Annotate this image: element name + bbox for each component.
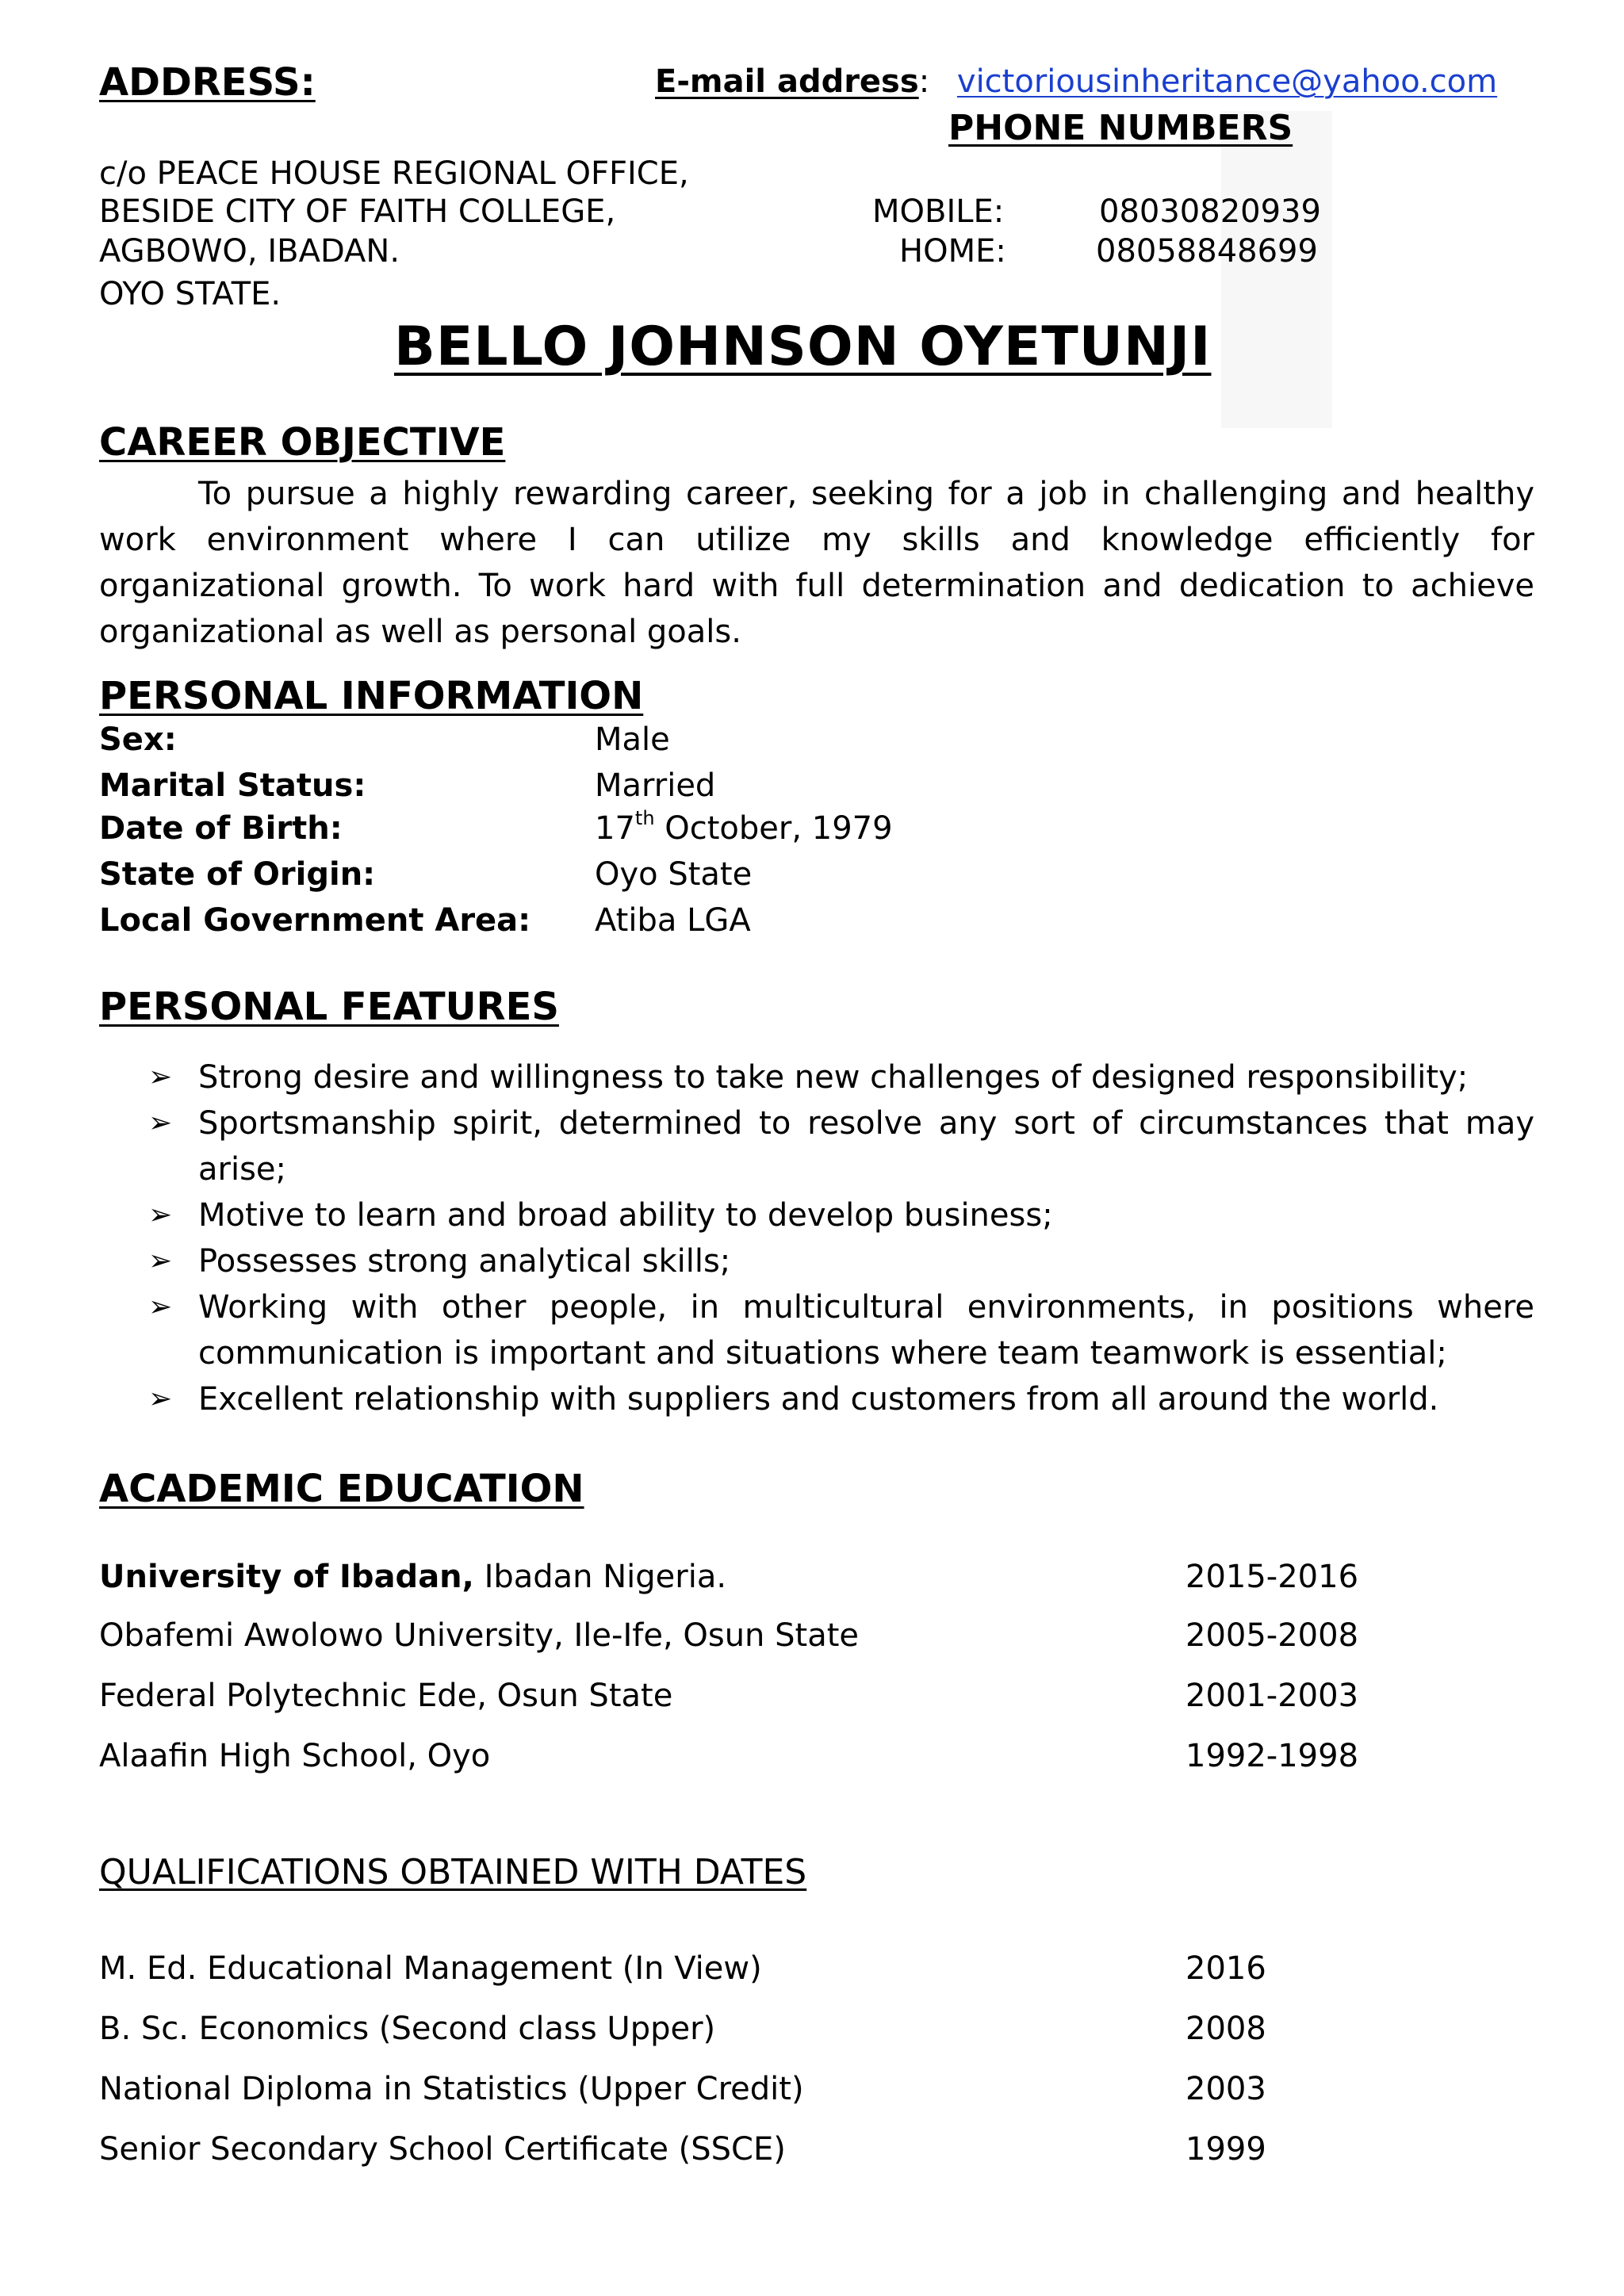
info-value: Oyo State xyxy=(595,856,753,893)
school-place: , Osun State xyxy=(477,1678,673,1714)
education-years: 2015-2016 xyxy=(1185,1559,1359,1595)
qualification-note: (Upper Credit) xyxy=(567,2071,804,2107)
school-place: Ibadan Nigeria. xyxy=(473,1559,727,1595)
address-line-3: AGBOWO, IBADAN. xyxy=(99,233,400,270)
qualification-year: 1999 xyxy=(1185,2131,1266,2168)
address-heading: ADDRESS: xyxy=(99,60,316,105)
qualifications-heading: QUALIFICATIONS OBTAINED WITH DATES xyxy=(99,1852,807,1892)
qualification-title: B. Sc. Economics xyxy=(99,2011,370,2047)
email-link[interactable]: victoriousinheritance@yahoo.com xyxy=(956,63,1498,100)
qualification-note: (In View) xyxy=(612,1950,762,1987)
address-line-2: BESIDE CITY OF FAITH COLLEGE, xyxy=(99,193,616,230)
mobile-number: 08030820939 xyxy=(1099,193,1321,230)
education-years: 2005-2008 xyxy=(1185,1617,1359,1654)
arrow-bullet-icon: ➢ xyxy=(148,1199,173,1231)
list-item: ➢ Excellent relationship with suppliers and customers from all around the world. xyxy=(99,1376,1534,1422)
home-label: HOME: xyxy=(899,233,1006,270)
home-number: 08058848699 xyxy=(1096,233,1318,270)
info-value-ordinal: th xyxy=(634,807,655,829)
school-place: , Ile-Ife, Osun State xyxy=(553,1617,859,1654)
education-years: 1992-1998 xyxy=(1185,1738,1359,1774)
info-label: Sex: xyxy=(99,721,177,758)
info-row-state-of-origin xyxy=(99,856,752,893)
qualification-note: (Second class Upper) xyxy=(369,2011,716,2047)
qualification-year: 2003 xyxy=(1185,2071,1266,2107)
info-row-marital-status xyxy=(99,767,715,804)
email-line xyxy=(655,63,1497,100)
school-name: Obafemi Awolowo University xyxy=(99,1617,554,1654)
list-item: ➢ Possesses strong analytical skills; xyxy=(99,1238,1534,1284)
education-years: 2001-2003 xyxy=(1185,1678,1359,1714)
info-label: State of Origin: xyxy=(99,856,376,893)
info-value: Male xyxy=(595,721,670,758)
arrow-bullet-icon: ➢ xyxy=(148,1107,173,1139)
qualification-year: 2016 xyxy=(1185,1950,1266,1987)
qualification-note: (SSCE) xyxy=(668,2131,786,2168)
list-item: ➢ Motive to learn and broad ability to develop business; xyxy=(99,1192,1534,1238)
info-row-date-of-birth xyxy=(99,807,893,847)
faint-shading xyxy=(1221,111,1332,428)
address-line-1: c/o PEACE HOUSE REGIONAL OFFICE, xyxy=(99,155,689,192)
school-name: University of Ibadan, xyxy=(99,1559,474,1595)
info-row-lga xyxy=(99,902,751,939)
qualification-year: 2008 xyxy=(1185,2011,1266,2047)
career-objective-heading: CAREER OBJECTIVE xyxy=(99,420,506,465)
email-colon: : xyxy=(918,63,930,100)
arrow-bullet-icon: ➢ xyxy=(148,1061,173,1093)
personal-features-heading: PERSONAL FEATURES xyxy=(99,985,559,1029)
qualification-title: National Diploma in Statistics xyxy=(99,2071,568,2107)
info-row-sex xyxy=(99,721,670,758)
academic-education-heading: ACADEMIC EDUCATION xyxy=(99,1467,584,1511)
career-objective-text: To pursue a highly rewarding career, seeking for a job in challenging and healthy work environment where I can utilize my skills and knowledge efficiently for organizational growth. To work hard with full determination and dedication to achieve organizational as well as personal goals. xyxy=(99,476,1534,650)
qualification-title: Senior Secondary School Certificate xyxy=(99,2131,668,2168)
list-item: ➢ Strong desire and willingness to take new challenges of designed responsibility; xyxy=(99,1054,1534,1100)
personal-information-heading: PERSONAL INFORMATION xyxy=(99,674,644,718)
info-label: Local Government Area: xyxy=(99,902,531,939)
arrow-bullet-icon: ➢ xyxy=(148,1383,173,1415)
qualification-title: M. Ed. Educational Management xyxy=(99,1950,613,1987)
school-place: , Oyo xyxy=(407,1738,491,1774)
features-list xyxy=(99,1054,1534,1422)
arrow-bullet-icon: ➢ xyxy=(148,1291,173,1323)
list-item: ➢ Sportsmanship spirit, determined to resolve any sort of circumstances that may arise; xyxy=(99,1100,1534,1192)
school-name: Federal Polytechnic Ede xyxy=(99,1678,477,1714)
address-line-4: OYO STATE. xyxy=(99,276,282,312)
list-item: ➢ Working with other people, in multicultural environments, in positions where communication is important and situations where team teamwork is essential; xyxy=(99,1284,1534,1376)
info-value-day: 17 xyxy=(595,810,635,847)
arrow-bullet-icon: ➢ xyxy=(148,1245,173,1277)
info-value: Married xyxy=(595,767,716,804)
info-label: Marital Status: xyxy=(99,767,366,804)
info-value: October, 1979 xyxy=(654,810,893,847)
info-label: Date of Birth: xyxy=(99,810,343,847)
school-name: Alaafin High School xyxy=(99,1738,408,1774)
phone-heading: PHONE NUMBERS xyxy=(948,108,1293,148)
email-label: E-mail address xyxy=(655,63,919,100)
info-value: Atiba LGA xyxy=(595,902,751,939)
mobile-label: MOBILE: xyxy=(872,193,1005,230)
applicant-name: BELLO JOHNSON OYETUNJI xyxy=(394,316,1212,378)
